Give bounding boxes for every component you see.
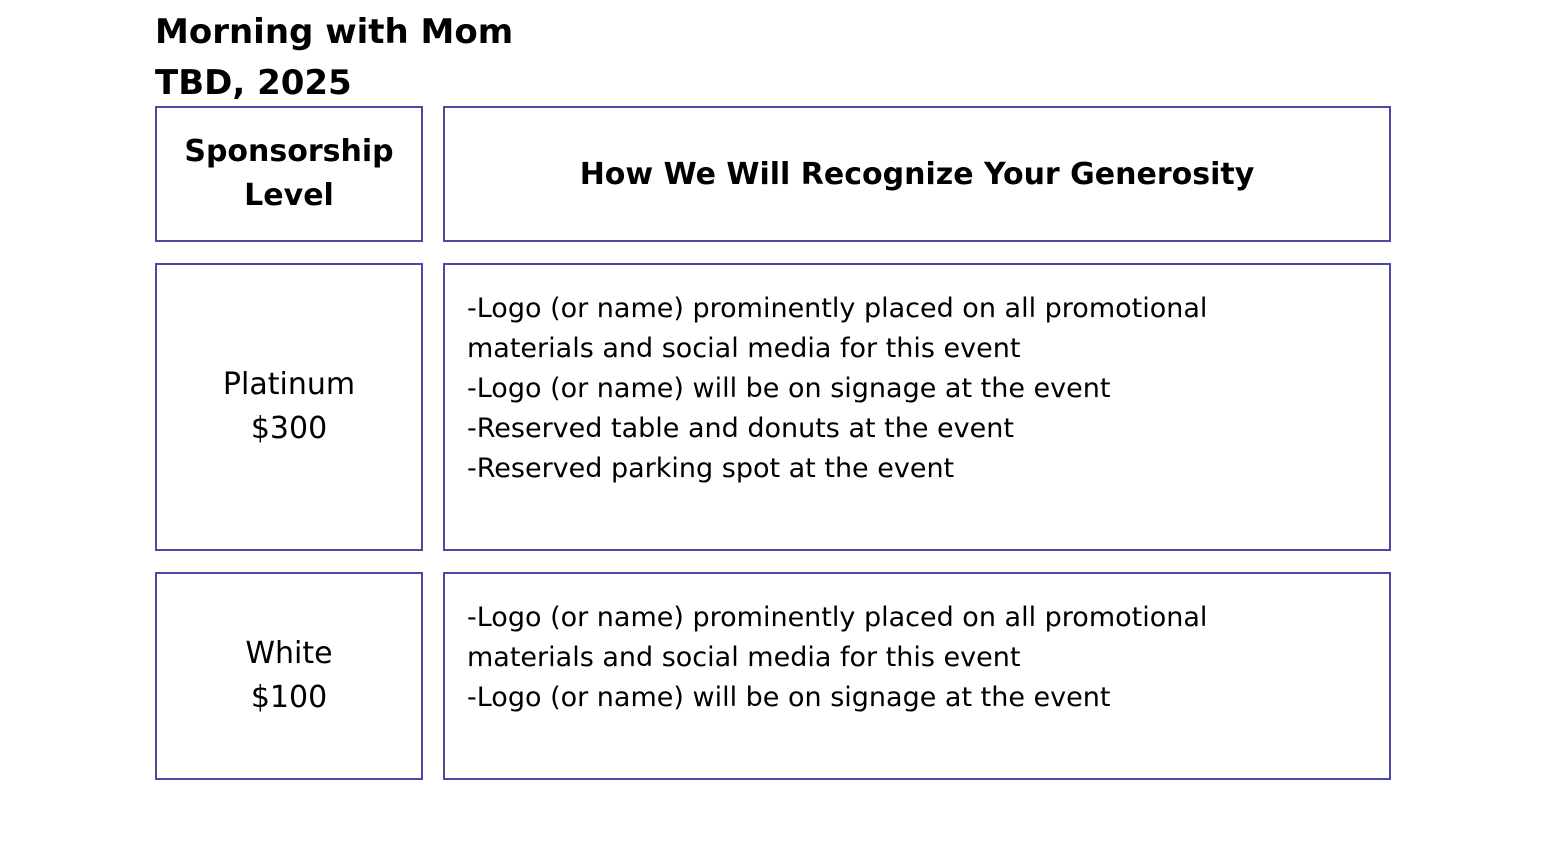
event-date: TBD, 2025	[155, 63, 352, 103]
benefits-list	[467, 289, 1369, 489]
benefits-cell-platinum	[443, 263, 1391, 551]
level-cell-platinum	[155, 263, 423, 551]
level-price: $100	[250, 680, 328, 715]
benefits-cell-white	[443, 572, 1391, 780]
level-price: $300	[250, 411, 328, 446]
benefit-line: materials and social media for this event	[467, 333, 1021, 364]
benefit-line: -Reserved table and donuts at the event	[467, 413, 1014, 444]
level-name: Platinum	[222, 367, 356, 402]
benefit-line: -Logo (or name) will be on signage at the event	[467, 373, 1111, 404]
benefit-line: materials and social media for this event	[467, 642, 1021, 673]
level-cell-white	[155, 572, 423, 780]
header-recognition-label: How We Will Recognize Your Generosity	[579, 156, 1255, 192]
benefit-line: -Logo (or name) will be on signage at the event	[467, 682, 1111, 713]
level-name: White	[245, 636, 333, 671]
benefit-line: -Logo (or name) prominently placed on all promotional	[467, 602, 1208, 633]
benefit-line: -Logo (or name) prominently placed on all promotional	[467, 293, 1208, 324]
benefit-line: -Reserved parking spot at the event	[467, 453, 955, 484]
header-recognition	[443, 106, 1391, 242]
header-level-line-1: Sponsorship	[184, 134, 394, 169]
header-sponsorship-level	[155, 106, 423, 242]
benefits-list	[467, 598, 1369, 718]
event-title: Morning with Mom	[155, 12, 514, 52]
header-level-line-2: Level	[244, 178, 334, 213]
